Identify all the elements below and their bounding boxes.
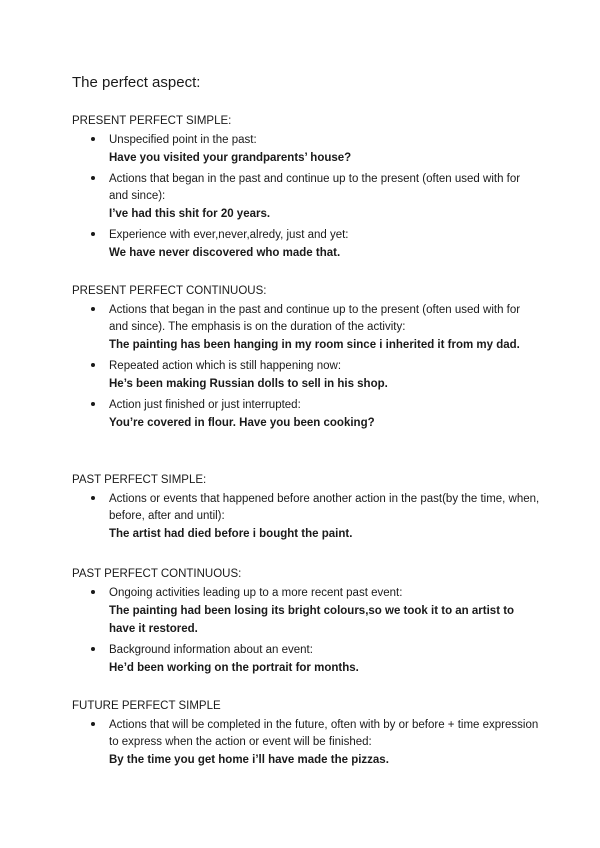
list-item: [72, 302, 542, 354]
list-item: [72, 171, 542, 223]
bullet-icon: [91, 402, 95, 406]
section-heading: PRESENT PERFECT CONTINUOUS:: [72, 285, 267, 297]
item-example: The painting had been losing its bright colours,so we took it to an artist to have it restored.: [109, 605, 515, 635]
bullet-icon: [91, 722, 95, 726]
bullet-list: [72, 585, 542, 677]
list-item: [72, 397, 542, 432]
item-description: Experience with ever,never,alredy, just and yet:: [109, 229, 349, 241]
section-heading: FUTURE PERFECT SIMPLE: [72, 700, 221, 712]
bullet-list: [72, 717, 542, 769]
bullet-icon: [91, 232, 95, 236]
item-example: The artist had died before i bought the paint.: [109, 528, 353, 540]
item-description: Background information about an event:: [109, 644, 313, 656]
section-heading: PAST PERFECT SIMPLE:: [72, 474, 207, 486]
list-item: [72, 491, 542, 543]
bullet-list: [72, 302, 542, 432]
item-example: We have never discovered who made that.: [109, 247, 341, 259]
list-item: [72, 358, 542, 393]
item-description: Ongoing activities leading up to a more recent past event:: [109, 587, 403, 599]
section-past-perfect-continuous: [72, 567, 542, 681]
bullet-icon: [91, 496, 95, 500]
item-example: The painting has been hanging in my room since i inherited it from my dad.: [109, 339, 520, 351]
bullet-icon: [91, 137, 95, 141]
item-example: He’d been working on the portrait for months.: [109, 662, 359, 674]
list-item: [72, 585, 542, 638]
item-description: Repeated action which is still happening now:: [109, 360, 342, 372]
section-future-perfect-simple: [72, 699, 542, 773]
section-heading: PRESENT PERFECT SIMPLE:: [72, 115, 232, 127]
list-item: [72, 132, 542, 167]
item-description: Actions that will be completed in the future, often with by or before + time expression to express when the action or event will be finished:: [109, 719, 539, 748]
bullet-list: [72, 491, 542, 543]
item-description: Actions that began in the past and continue up to the present (often used with for and since):: [109, 173, 521, 202]
item-description: Action just finished or just interrupted:: [109, 399, 301, 411]
list-item: [72, 717, 542, 769]
bullet-icon: [91, 590, 95, 594]
item-example: He’s been making Russian dolls to sell in his shop.: [109, 378, 388, 390]
item-example: By the time you get home i’ll have made the pizzas.: [109, 754, 389, 766]
section-present-perfect-continuous: [72, 284, 542, 436]
item-description: Unspecified point in the past:: [109, 134, 257, 146]
item-example: I’ve had this shit for 20 years.: [109, 208, 271, 220]
item-example: You’re covered in flour. Have you been cooking?: [109, 417, 375, 429]
bullet-list: [72, 132, 542, 262]
bullet-icon: [91, 176, 95, 180]
section-present-perfect-simple: [72, 114, 542, 266]
list-item: [72, 642, 542, 677]
bullet-icon: [91, 363, 95, 367]
item-example: Have you visited your grandparents’ house?: [109, 152, 352, 164]
bullet-icon: [91, 307, 95, 311]
item-description: Actions or events that happened before another action in the past(by the time, when, before, after and until):: [109, 493, 540, 522]
document-title: The perfect aspect:: [72, 74, 201, 91]
bullet-icon: [91, 647, 95, 651]
section-past-perfect-simple: [72, 473, 542, 547]
list-item: [72, 227, 542, 262]
item-description: Actions that began in the past and continue up to the present (often used with for and since). The emphasis is on the duration of the activity:: [109, 304, 521, 333]
section-heading: PAST PERFECT CONTINUOUS:: [72, 568, 242, 580]
